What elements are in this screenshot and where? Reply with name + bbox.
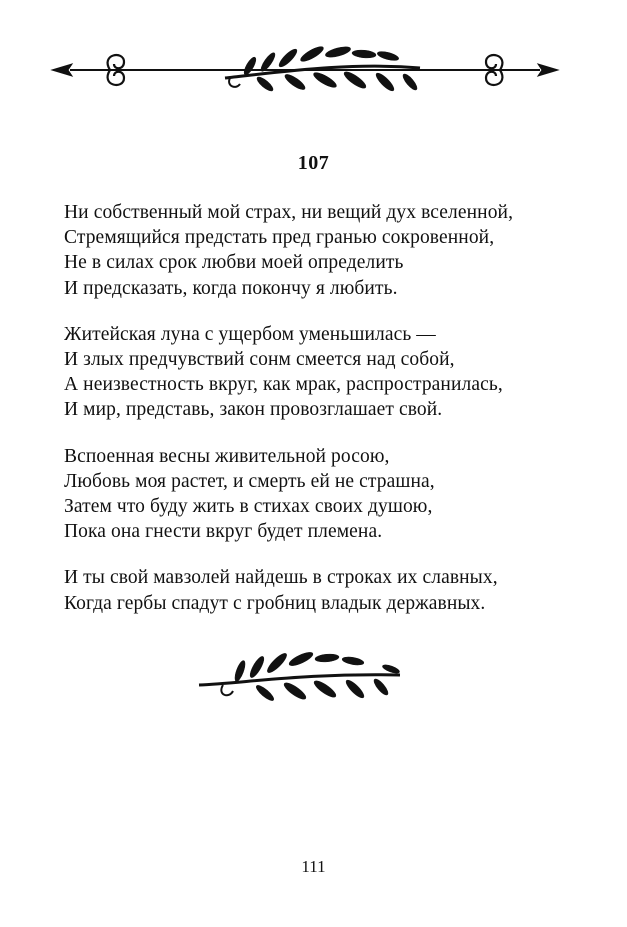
laurel-scroll-ornament-icon bbox=[50, 40, 560, 105]
laurel-branch-ornament-icon bbox=[195, 645, 415, 705]
stanza bbox=[64, 322, 604, 423]
stanza bbox=[64, 200, 604, 301]
poem-line: Пока она гнести вкруг будет племена. bbox=[64, 521, 383, 543]
stanza bbox=[64, 444, 604, 545]
poem-line: И предсказать, когда покончу я любить. bbox=[64, 277, 398, 299]
poem-line: И мир, представь, закон провозглашает свой. bbox=[64, 399, 443, 421]
poem-line: И ты свой мавзолей найдешь в строках их славных, bbox=[64, 567, 498, 589]
page-number: 111 bbox=[301, 857, 326, 876]
poem-line: Стремящийся предстать пред гранью сокровенной, bbox=[64, 227, 495, 249]
sonnet-number: 107 bbox=[297, 152, 330, 174]
poem-line: Затем что буду жить в стихах своих душою, bbox=[64, 496, 433, 518]
poem-line: Ни собственный мой страх, ни вещий дух вселенной, bbox=[64, 202, 514, 223]
poem-line: И злых предчувствий сонм смеется над собой, bbox=[64, 349, 455, 371]
poem-line: А неизвестность вкруг, как мрак, распространилась, bbox=[64, 374, 503, 396]
stanza bbox=[64, 565, 604, 615]
poem-line: Житейская луна с ущербом уменьшилась — bbox=[64, 323, 436, 345]
poem-line: Вспоенная весны живительной росою, bbox=[64, 445, 390, 467]
poem-line: Любовь моя растет, и смерть ей не страшна, bbox=[64, 470, 435, 492]
poem-line: Когда гербы спадут с гробниц владык державных. bbox=[64, 592, 486, 614]
poem-body bbox=[64, 200, 604, 637]
poem-line: Не в силах срок любви моей определить bbox=[64, 252, 404, 274]
